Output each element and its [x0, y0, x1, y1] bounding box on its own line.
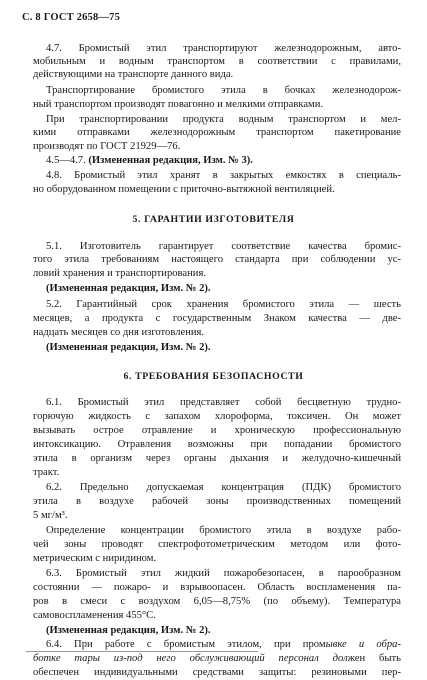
text-line: самовоспламенения 455°С.: [33, 610, 156, 621]
text-line: 5 мг/м³.: [33, 510, 68, 521]
footer-rule: [26, 651, 258, 652]
text-line: действующими на транспорте данного вида.: [33, 69, 234, 80]
text-line: ловий хранения и транспортирования.: [33, 268, 206, 279]
text-line: 4.5—4.7. (Измененная редакция, Изм. № 3).: [46, 155, 253, 166]
text-line: мобильным и водным транспортом в соответствии с правилами,: [33, 56, 401, 67]
text-line: Определение концентрации бромистого этила в воздухе рабо-: [46, 525, 401, 536]
text-line: 6.2. Предельно допускаемая концентрация (ПДК) бромистого: [46, 482, 401, 493]
section-heading: 6. ТРЕБОВАНИЯ БЕЗОПАСНОСТИ: [123, 371, 304, 382]
text-line: Транспортирование бромистого этила в бочках железнодорож-: [46, 85, 401, 96]
text-line: метрическим с ниридином.: [33, 553, 157, 564]
text-line: (Измененная редакция, Изм. № 2).: [46, 625, 211, 636]
text-line: ров в смеси с воздухом 6,05—8,75% (по объему). Температура: [33, 596, 401, 607]
text-line: но оборудованном помещении с приточно-вытяжной вентиляцией.: [33, 184, 335, 195]
text-line: ный транспортом производят повагонно и мелкими отправками.: [33, 99, 324, 110]
text-line: 5.1. Изготовитель гарантирует соответствие качества бромис-: [46, 241, 401, 252]
text-line: месяцев, а продукта с государственным Знаком качества — две-: [33, 313, 401, 324]
text-line: При транспортировании продукта водным транспортом и мел-: [46, 114, 401, 125]
text-line: 6.1. Бромистый этил представляет собой бесцветную трудно-: [46, 397, 401, 408]
text-line: обеспечен индивидуальными средствами защиты: резиновыми пер-: [33, 667, 401, 678]
text-line: этила в воздухе рабочей зоны производственных помещений: [33, 496, 401, 507]
text-line: 5.2. Гарантийный срок хранения бромистого этила — шесть: [46, 299, 401, 310]
text-line: (Измененная редакция, Изм. № 2).: [46, 342, 211, 353]
text-line: кими отправками железнодорожным транспортом пакетирование: [33, 127, 401, 138]
text-line: ботке тары из-под него обслуживающий персонал должен быть: [33, 653, 402, 664]
text-line: 4.7. Бромистый этил транспортируют железнодорожным, авто-: [46, 43, 401, 54]
text-line: (Измененная редакция, Изм. № 2).: [46, 283, 211, 294]
text-line: производят по ГОСТ 21929—76.: [33, 141, 181, 152]
section-heading: 5. ГАРАНТИИ ИЗГОТОВИТЕЛЯ: [132, 214, 295, 225]
text-line: интоксикацию. Отравления возможны при попадании бромистого: [33, 439, 401, 450]
text-line: этила в организм через органы дыхания и желудочно-кишечный: [33, 453, 401, 464]
text-line: того этила требованиям настоящего стандарта при соблюдении ус-: [33, 254, 401, 265]
text-line: 4.8. Бромистый этил хранят в закрытых емкостях в специаль-: [46, 170, 401, 181]
text-line: горючую жидкость с запахом хлороформа, токсичен. Он может: [33, 411, 401, 422]
text-line: 6.4. При работе с бромистым этилом, при промывке и обра-: [46, 639, 401, 650]
text-line: чей зоны проводят спектрофотометрическим методом или фото-: [33, 539, 401, 550]
page-header: С. 8 ГОСТ 2658—75: [22, 12, 121, 23]
text-line: тракт.: [33, 467, 60, 478]
text-line: 6.3. Бромистый этил жидкий пожаробезопасен, в парообразном: [46, 568, 401, 579]
text-line: надцать месяцев со дня изготовления.: [33, 327, 205, 338]
text-line: вызывать острое отравление и хроническую профессиональную: [33, 425, 401, 436]
text-line: состоянии — пожаро- и взрывоопасен. Область воспламенения па-: [33, 582, 401, 593]
